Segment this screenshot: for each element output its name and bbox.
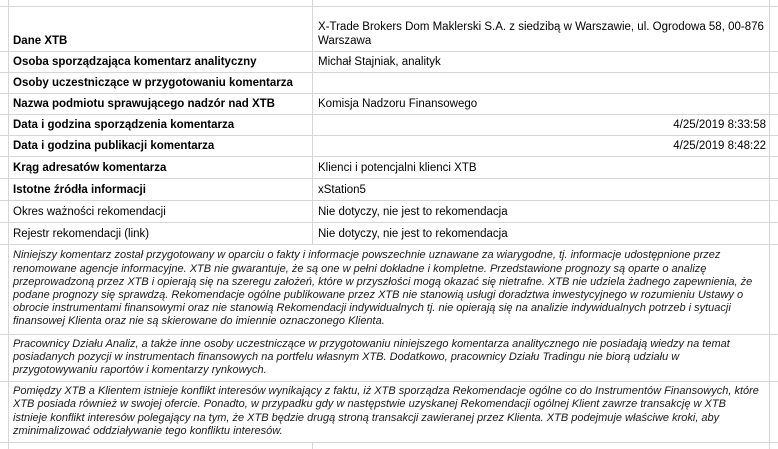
- label-dane-xtb[interactable]: Dane XTB: [9, 7, 313, 51]
- cell-margin-left[interactable]: [0, 7, 9, 51]
- cell-margin-right[interactable]: [770, 335, 778, 381]
- cell-margin-right[interactable]: [770, 136, 778, 156]
- value-krag-adresatow[interactable]: Klienci i potencjalni klienci XTB: [313, 157, 770, 178]
- value-data-sporzadzenia[interactable]: 4/25/2019 8:33:58: [313, 115, 770, 135]
- table-row-data-sporzadzenia: [0, 115, 778, 136]
- cell-margin-left[interactable]: [0, 136, 9, 156]
- cell-margin-left[interactable]: [0, 179, 9, 200]
- value-nadzor[interactable]: Komisja Nadzoru Finansowego: [313, 94, 770, 114]
- cell-margin-left[interactable]: [0, 443, 9, 449]
- cell-margin-right[interactable]: [770, 94, 778, 114]
- value-data-publikacji[interactable]: 4/25/2019 8:48:22: [313, 136, 770, 156]
- table-row-nadzor: [0, 94, 778, 115]
- table-row-osoby-uczestniczace: [0, 73, 778, 94]
- cell-margin-left[interactable]: [0, 115, 9, 135]
- table-row-krag-adresatow: [0, 157, 778, 179]
- bottom-empty-row: [0, 443, 778, 449]
- disclaimer-row-3: [0, 382, 778, 443]
- cell-margin-left[interactable]: [0, 245, 9, 334]
- value-osoby-uczestniczace[interactable]: [313, 73, 770, 93]
- table-row-dane-xtb: [0, 7, 778, 52]
- cell-margin-right[interactable]: [770, 179, 778, 200]
- cell-margin-right[interactable]: [770, 382, 778, 442]
- cell-margin-left[interactable]: [0, 0, 9, 6]
- table-row-osoba-sporzadzajaca: [0, 52, 778, 73]
- label-data-publikacji[interactable]: Data i godzina publikacji komentarza: [9, 136, 313, 156]
- cell-empty[interactable]: [313, 0, 770, 6]
- value-dane-xtb[interactable]: X-Trade Brokers Dom Maklerski S.A. z siedzibą w Warszawie, ul. Ogrodowa 58, 00-876 Warszawa: [313, 7, 770, 51]
- disclaimer-paragraph-3[interactable]: Pomiędzy XTB a Klientem istnieje konflikt interesów wynikający z faktu, iż XTB sporządza Rekomendacje ogólne co do Instrumentów Finansowych, które XTB posiada również w swojej ofercie. Ponadto, w przypadku gdy w następstwie uzyskanej Rekomendacji ogólnej Klient zawrze transakcję w XTB istnieje konflikt interesów polegający na tym, że XTB będzie drugą stroną transakcji zawieranej przez Klienta. XTB podejmuje właściwe kroki, aby zminimalizować oddziaływanie tego konfliktu interesów.: [9, 382, 770, 442]
- cell-margin-left[interactable]: [0, 73, 9, 93]
- label-krag-adresatow[interactable]: Krąg adresatów komentarza: [9, 157, 313, 178]
- cell-empty[interactable]: [9, 443, 313, 449]
- disclaimer-paragraph-2[interactable]: Pracownicy Działu Analiz, a także inne osoby uczestniczące w przygotowaniu niniejszego komentarza analitycznego nie posiadają wiedzy na temat posiadanych pozycji w instrumentach finansowych na portfelu własnym XTB. Dodatkowo, pracownicy Działu Tradingu nie biorą udziału w przygotowywaniu raportów i komentarzy rynkowych.: [9, 335, 770, 381]
- label-okres-waznosci[interactable]: Okres ważności rekomendacji: [9, 201, 313, 222]
- cell-margin-right[interactable]: [770, 73, 778, 93]
- disclaimer-row-2: [0, 335, 778, 382]
- cell-margin-left[interactable]: [0, 382, 9, 442]
- cell-margin-right[interactable]: [770, 0, 778, 6]
- table-row-rejestr-rekomendacji: [0, 223, 778, 245]
- cell-margin-left[interactable]: [0, 94, 9, 114]
- label-osoby-uczestniczace[interactable]: Osoby uczestniczące w przygotowaniu komentarza: [9, 73, 313, 93]
- table-row-zrodla-informacji: [0, 179, 778, 201]
- table-row-data-publikacji: [0, 136, 778, 157]
- value-osoba-sporzadzajaca[interactable]: Michał Stajniak, analityk: [313, 52, 770, 72]
- spacer-row: [0, 0, 778, 7]
- cell-empty[interactable]: [9, 0, 313, 6]
- disclaimer-paragraph-1[interactable]: Niniejszy komentarz został przygotowany w oparciu o fakty i informacje powszechnie uznawane za wiarygodne, tj. informacje udostępnione przez renomowane agencje informacyjne. XTB nie gwarantuje, że są one w pełni dokładne i kompletne. Przedstawione prognozy są oparte o analizę przeprowadzoną przez XTB i opierają się na szeregu założeń, które w przyszłości mogą okazać się nietrafne. XTB nie udziela żadnego zapewnienia, że podane prognozy się sprawdzą. Rekomendacje ogólne publikowane przez XTB nie stanowią usługi doradztwa inwestycyjnego w rozumieniu Ustawy o obrocie instrumentami finansowymi oraz nie stanowią Rekomendacji indywidualnych tj. nie opierają się na analizie indywidualnych potrzeb i sytuacji finansowej Klienta oraz nie są skierowane do imiennie oznaczonego Klienta.: [9, 245, 770, 334]
- cell-margin-left[interactable]: [0, 335, 9, 381]
- label-osoba-sporzadzajaca[interactable]: Osoba sporządzająca komentarz analityczny: [9, 52, 313, 72]
- table-row-okres-waznosci: [0, 201, 778, 223]
- cell-margin-right[interactable]: [770, 52, 778, 72]
- disclaimer-row-1: [0, 245, 778, 335]
- cell-margin-right[interactable]: [770, 201, 778, 222]
- cell-margin-left[interactable]: [0, 157, 9, 178]
- value-rejestr-rekomendacji[interactable]: Nie dotyczy, nie jest to rekomendacja: [313, 223, 770, 244]
- cell-margin-right[interactable]: [770, 157, 778, 178]
- cell-margin-right[interactable]: [770, 7, 778, 51]
- cell-margin-left[interactable]: [0, 223, 9, 244]
- label-zrodla-informacji[interactable]: Istotne źródła informacji: [9, 179, 313, 200]
- label-nadzor[interactable]: Nazwa podmiotu sprawującego nadzór nad XTB: [9, 94, 313, 114]
- cell-margin-right[interactable]: [770, 115, 778, 135]
- label-rejestr-rekomendacji[interactable]: Rejestr rekomendacji (link): [9, 223, 313, 244]
- value-zrodla-informacji[interactable]: xStation5: [313, 179, 770, 200]
- cell-empty[interactable]: [313, 443, 770, 449]
- cell-margin-left[interactable]: [0, 52, 9, 72]
- cell-margin-right[interactable]: [770, 245, 778, 334]
- cell-margin-right[interactable]: [770, 443, 778, 449]
- cell-margin-left[interactable]: [0, 201, 9, 222]
- label-data-sporzadzenia[interactable]: Data i godzina sporządzenia komentarza: [9, 115, 313, 135]
- value-okres-waznosci[interactable]: Nie dotyczy, nie jest to rekomendacja: [313, 201, 770, 222]
- cell-margin-right[interactable]: [770, 223, 778, 244]
